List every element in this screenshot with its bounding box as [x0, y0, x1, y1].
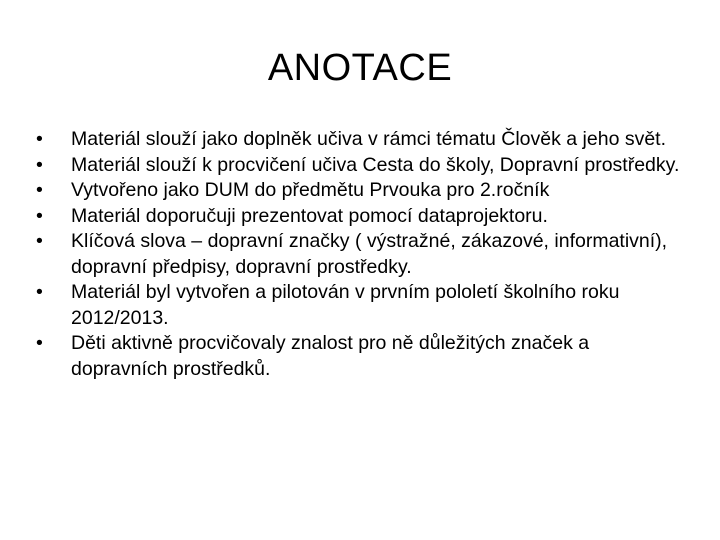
bullet-text: Klíčová slova – dopravní značky ( výstražné, zákazové, informativní), dopravní předpisy, dopravní prostředky.	[71, 230, 668, 278]
bullet-icon: •	[36, 281, 43, 303]
bullet-text: Materiál slouží jako doplněk učiva v rámci tématu Člověk a jeho svět.	[71, 128, 667, 150]
list-item	[36, 153, 686, 179]
list-item	[36, 178, 686, 204]
bullet-text: Materiál doporučuji prezentovat pomocí dataprojektoru.	[71, 204, 548, 227]
bullet-text: Materiál byl vytvořen a pilotován v prvním pololetí školního roku 2012/2013.	[71, 281, 620, 329]
list-item	[36, 331, 686, 382]
bullet-icon: •	[36, 153, 43, 176]
bullet-text: Materiál slouží k procvičení učiva Cesta do školy, Dopravní prostředky.	[71, 153, 680, 176]
bullet-icon: •	[36, 332, 43, 354]
bullet-text: Děti aktivně procvičovaly znalost pro ně důležitých značek a dopravních prostředků.	[71, 332, 590, 380]
bullet-text: Vytvořeno jako DUM do předmětu Prvouka pro 2.ročník	[71, 179, 550, 201]
bullet-icon: •	[36, 204, 43, 227]
bullet-icon: •	[36, 179, 43, 201]
slide-title: ANOTACE	[267, 47, 453, 89]
list-item	[36, 280, 686, 331]
list-item	[36, 127, 686, 153]
bullet-icon: •	[36, 128, 43, 150]
list-item	[36, 204, 686, 230]
list-item	[36, 229, 686, 280]
bullet-icon: •	[36, 230, 43, 252]
bullet-list	[36, 127, 686, 382]
